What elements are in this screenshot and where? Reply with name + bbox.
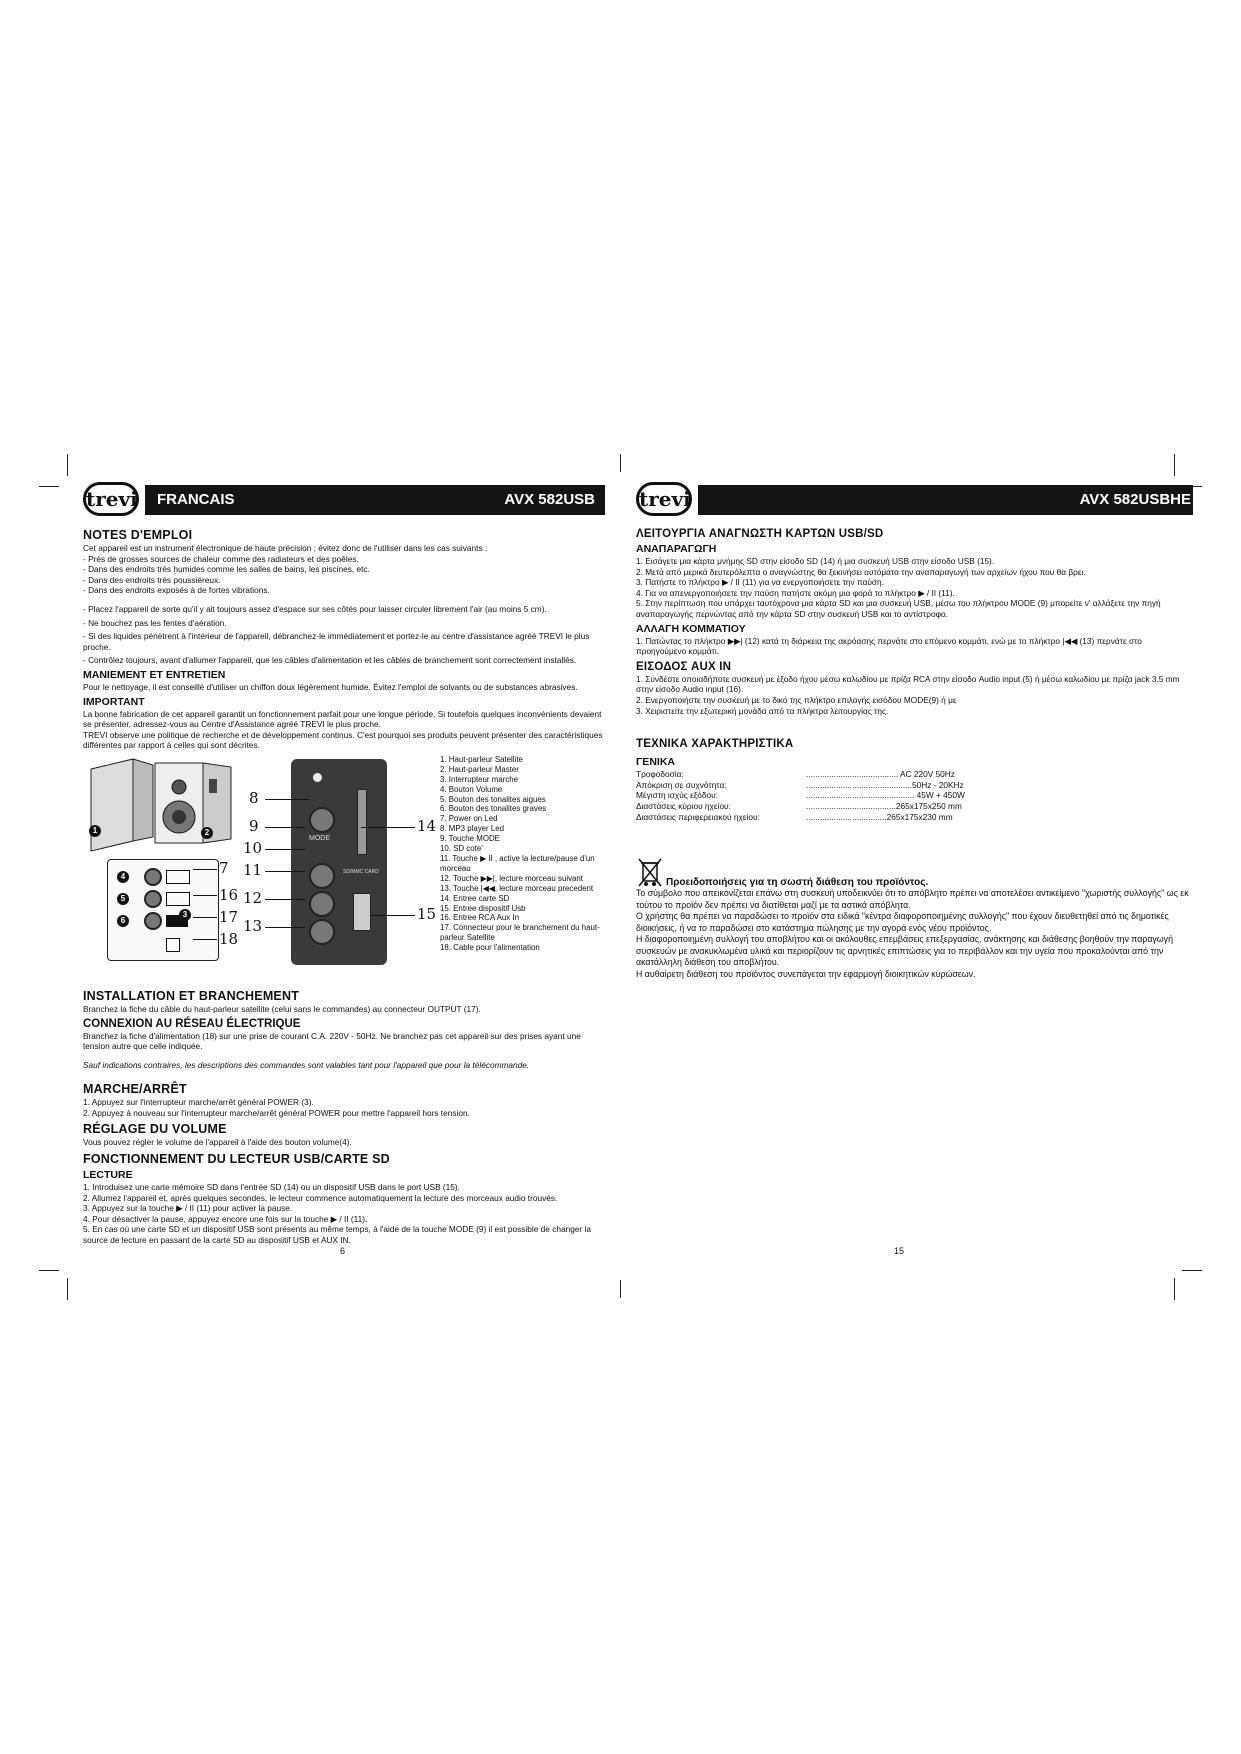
next-button: [309, 891, 335, 917]
list-item: 1. Appuyez sur l'interrupteur marche/arrêt général POWER (3).: [83, 1097, 314, 1108]
specs-table: [636, 769, 1193, 822]
page-header: [636, 482, 1193, 524]
connexion-title: CONNEXION AU RÉSEAU ÉLECTRIQUE: [83, 1017, 301, 1030]
list-item: 16. Entree RCA Aux In: [440, 913, 519, 923]
list-item: 8. MP3 player Led: [440, 824, 505, 834]
trevi-logo: trevi: [636, 482, 692, 516]
list-item: 4. Pour désactiver la pause, appuyez encore une fois sur la touche ▶ / II (11).: [83, 1213, 368, 1224]
page-number-left: 6: [340, 1246, 346, 1256]
list-item: - Contrôlez toujours, avant d'allumer l'appareil, que les câbles d'alimentation et les câbles de branchement sont correctement installés.: [83, 655, 577, 666]
install-title: INSTALLATION ET BRANCHEMENT: [83, 988, 300, 1003]
list-item: 2. Allumez l'appareil et, après quelques secondes, le lecteur commence automatiquement la lecture des morceaux audio trouvés.: [83, 1192, 558, 1203]
callout-6: 6: [117, 915, 129, 927]
callout-5: 5: [117, 893, 129, 905]
sd-title: ΛΕΙΤΟΥΡΓΙΑ ΑΝΑΓΝΩΣΤΗ ΚΑΡΤΩΝ USB/SD: [636, 528, 884, 540]
disposal-para: Η αυθαίρετη διάθεση του προϊόντος συνεπάγεται την εφαρμογή διοικητικών κυρώσεων.: [636, 968, 976, 979]
lecture-title: LECTURE: [83, 1169, 133, 1182]
list-item: 18. Cable pour l'alimentation: [440, 943, 540, 953]
rca-input: [166, 870, 190, 884]
crop-mark: [620, 454, 621, 472]
mode-label: MODE: [309, 834, 330, 842]
mode-button: [309, 807, 335, 833]
list-item: 15. Entree dispositif Usb: [440, 903, 526, 913]
list-item: 14. Entree carte SD: [440, 893, 510, 903]
spec-row: Μέγιστη ισχύς εξόδου: ............................................... 45W + 450W: [636, 790, 965, 801]
bass-knob: [144, 912, 162, 930]
page-greek: [636, 482, 1193, 980]
tech-title: ΤΕΧΝΙΚΑ ΧΑΡΑΚΤΗΡΙΣΤΙΚΑ: [636, 738, 794, 751]
aux-title: ΕΙΣΟΔΟΣ AUX IN: [636, 660, 732, 673]
list-item: 5. En cas où une carte SD et un dispositif USB sont présents au même temps, à l'aide de la touche MODE (9) il est possible de changer la source de lecture en passant de la carte SD au dispositif USB et AUX IN.: [83, 1224, 591, 1246]
list-item: 3. Appuyez sur la touche ▶ / II (11) pour activer la pause.: [83, 1203, 293, 1214]
crop-mark: [67, 1278, 68, 1300]
list-item: - Dans des endroits très poussiéreux.: [83, 574, 221, 585]
notes-list-2: [83, 604, 605, 666]
crop-mark: [39, 1270, 59, 1271]
crop-mark: [67, 454, 68, 476]
reglage-text: Vous pouvez régler le volume de l'appareil à l'aide des bouton volume(4).: [83, 1137, 352, 1148]
list-item: 4. Για να απενεργοποιήσετε την παύση πατήστε ακόμη μια φορά το πλήκτρο ▶ / II (11).: [636, 587, 955, 598]
volume-knob: [144, 868, 162, 886]
install-text: Branchez la fiche du câble du haut-parleur satellite (celui sans le commandes) au connecteur OUTPUT (17).: [83, 1003, 481, 1014]
list-item: 10. SD cote': [440, 844, 483, 854]
list-item: 3. Χειριστείτε την εξωτερική μονάδα από τα πλήκτρα λειτουργίας της.: [636, 705, 889, 716]
label-10: 10: [243, 838, 263, 857]
output-connector: [166, 892, 190, 906]
notes-title: NOTES D'EMPLOI: [83, 528, 193, 542]
list-item: - Près de grosses sources de chaleur comme des radiateurs et des poêles.: [83, 553, 359, 564]
crop-mark: [1182, 1270, 1202, 1271]
list-item: 2. Ενεργοποιήστε την συσκευή με το δικό της πλήκτρο επιλογής εισόδου MODE(9) ή με: [636, 694, 957, 705]
list-item: 12. Touche ▶▶|, lecture morceau suivant: [440, 873, 583, 883]
label-15: 15: [417, 904, 437, 923]
spec-row: Διαστάσεις κύριου ηχείου: .......................................265x175x250 mm: [636, 800, 962, 811]
treble-knob: [144, 890, 162, 908]
crossed-bin-icon: [636, 856, 664, 888]
notes-list: [83, 554, 605, 596]
play-pause-button: [309, 863, 335, 889]
list-item: 1. Συνδέστε οποιαδήποτε συσκευή με έξοδο ήχου μέσω καλωδίου με πρίζα RCA στην είσοδο Audio input (5) ή μέσω καλωδίου με πρίζα jack 3.5 mm στην είσοδο Audio input (16).: [636, 673, 1180, 695]
general-title: ΓΕΝΙΚΑ: [636, 756, 675, 769]
page-header: [83, 482, 605, 524]
power-cable: [166, 938, 180, 952]
reglage-title: RÉGLAGE DU VOLUME: [83, 1122, 227, 1137]
callout-2: 2: [201, 827, 213, 839]
list-item: 1. Haut-parleur Satellite: [440, 754, 523, 764]
label-16: 16: [219, 885, 239, 904]
list-item: - Ne bouchez pas les fentes d'aération.: [83, 617, 227, 628]
label-18: 18: [219, 929, 239, 948]
prev-button: [309, 919, 335, 945]
list-item: 2. Appuyez à nouveau sur l'interrupteur marche/arrêt général POWER pour mettre l'appareil hors tension.: [83, 1107, 470, 1118]
aux-list: [636, 674, 1193, 716]
maniement-text: Pour le nettoyage, il est conseillé d'utiliser un chiffon doux légèrement humide. Évitez l'emploi de solvants ou de substances abrasives.: [83, 681, 578, 692]
disposal-title: Προειδοποιήσεις για τη σωστή διάθεση του προϊόντος.: [666, 877, 929, 889]
notes-intro: Cet appareil est un instrument électronique de haute précision ; évitez donc de l'utiliser dans les cas suivants :: [83, 543, 488, 553]
header-bar: [698, 485, 1193, 515]
connexion-text: Branchez la fiche d'alimentation (18) sur une prise de courant C.A. 220V - 50Hz. Ne branchez pas cet appareil sur des prises ayant une tension autre que celle indiquée.: [83, 1030, 581, 1052]
speakers-illustration: [83, 755, 243, 855]
list-item: - Dans des endroits très humides comme les salles de bains, les piscines, etc.: [83, 564, 370, 575]
disposal-para: Η διαφοροποιημένη συλλογή του αποβλήτου και οι ακόλουθες επεμβάσεις επεξεργασίας, ανάκτησης και διάθεσης βοηθούν την παραγωγή συσκευών με ανακυκλωμένα υλικά και περιορίζουν τις αρνητικές επιπτώσεις για το περιβάλλον και την υγεία που προκαλούνται από την ακατάλληλη διάθεση του αποβλήτου.: [636, 934, 1173, 968]
important-title: IMPORTANT: [83, 695, 145, 708]
product-diagram: [83, 755, 605, 985]
crop-mark: [1174, 454, 1175, 476]
marche-list: [83, 1097, 605, 1118]
label-17: 17: [219, 907, 239, 926]
list-item: 4. Bouton Volume: [440, 784, 503, 794]
list-item: - Dans des endroits exposés à de fortes vibrations.: [83, 585, 270, 596]
model-label: AVX 582USBHE: [1079, 491, 1191, 508]
label-13: 13: [243, 916, 263, 935]
list-item: 13. Touche |◀◀, lecture morceau precedent: [440, 883, 594, 893]
control-panel: [291, 759, 387, 965]
label-9: 9: [249, 816, 259, 835]
important-text: La bonne fabrication de cet appareil garantit un fonctionnement parfait pour une longue période. Si toutefois quelques inconvénients devaient se présenter, adressez-vous au Centre d'Assistance agréé TREVI le plus proche.: [83, 708, 602, 730]
label-12: 12: [243, 888, 263, 907]
spec-row: Τροφοδοσία: ........................................ AC 220V 50Hz: [636, 769, 955, 780]
spec-row: Απόκριση σε συχνότητα: ..............................................50Hz - 20KHz: [636, 779, 964, 790]
list-item: 17. Connecteur pour le branchement du haut-parleur Satellite: [440, 923, 600, 943]
list-item: 1. Introduisez une carte mémoire SD dans l'entrée SD (14) ou un dispositif USB dans le port USB (15).: [83, 1182, 460, 1193]
list-item: 6. Bouton des tonalites graves: [440, 804, 547, 814]
usb-port: [353, 893, 371, 931]
label-14: 14: [417, 816, 437, 835]
label-11: 11: [243, 860, 263, 879]
language-label: FRANCAIS: [157, 491, 235, 508]
sd-card-label: SD/MMC CARD: [343, 868, 379, 875]
marche-title: MARCHE/ARRÊT: [83, 1082, 187, 1097]
label-7: 7: [219, 858, 229, 877]
callout-1: 1: [89, 825, 101, 837]
page-french: [83, 482, 605, 1246]
list-item: 5. Bouton des tonalites aigues: [440, 794, 546, 804]
header-bar: [145, 485, 605, 515]
crop-mark: [39, 486, 59, 487]
disposal-para: Ο χρήστης θα πρέπει να παραδώσει το προϊόν στα ειδικά "κέντρα διαφοροποιημένης συλλογής" που έχουν διευθετηθεί από τις δημοτικές διοικήσεις, ή να το παραδώσει στο κατάστημα πώλησης με την αγορά ενός νέου προϊόντος.: [636, 911, 1169, 933]
lecture-list: [83, 1182, 605, 1246]
list-item: 3. Πατήστε το πλήκτρο ▶ / II (11) για να ενεργοποιήσετε την παύση.: [636, 577, 884, 588]
disposal-heading: [636, 856, 1193, 888]
list-item: 5. Στην περίπτωση που υπάρχει ταυτόχρονα μια κάρτα SD και μια συσκευή USB, μέσω του πλήκτρου MODE (9) μπορείτε ν' αλλάξετε την πηγή αναπαραγωγής περνώντας από την κάρτα SD στην συσκευή USB και το αντίστροφο.: [636, 598, 1161, 619]
list-item: 1. Πατώντας το πλήκτρο ▶▶| (12) κατά τη διάρκεια της ακρόασης περνάτε στο επόμενο κομμάτι, ενώ με το πλήκτρο |◀◀ (13) περνάτε στο προηγούμενο κομμάτι.: [636, 635, 1142, 657]
sauf-text: Sauf indications contraires, les descriptions des commandes sont valables tant pour l'appareil que pour la télécommande.: [83, 1059, 530, 1070]
play-list: [636, 556, 1193, 620]
list-item: 3. Interrupteur marche: [440, 774, 519, 784]
list-item: 2. Haut-parleur Master: [440, 764, 519, 774]
list-item: - Si des liquides pénètrent à l'intérieur de l'appareil, débranchez-le immédiatement et portez-le au centre d'assistance agréé TREVI le plus proche.: [83, 631, 590, 652]
fonct-title: FONCTIONNEMENT DU LECTEUR USB/CARTE SD: [83, 1152, 390, 1167]
play-title: ΑΝΑΠΑΡΑΓΩΓΗ: [636, 543, 717, 555]
crop-mark: [1174, 1278, 1175, 1300]
mp3-led: [313, 773, 322, 782]
crop-mark: [620, 1280, 621, 1298]
important-text-2: TREVI observe une politique de recherche et de développement continus. C'est pourquoi ses produits peuvent présenter des caractéristiques différentes par rapport à celles qui sont décrites.: [83, 729, 603, 751]
disposal-para: Το σύμβολο που απεικονίζεται επάνω στη συσκευή υποδεικνύει ότι το απόβλητο πρέπει να αποτελέσει αντικείμενο "χωριστής συλλογής" ως εκ τούτου το προϊόν δεν πρέπει να διατίθεται μαζί με τα αστικά απόβλητα.: [636, 888, 1189, 910]
list-item: 7. Power on Led: [440, 814, 498, 824]
maniement-title: MANIEMENT ET ENTRETIEN: [83, 668, 226, 681]
list-item: 1. Εισάγετε μια κάρτα μνήμης SD στην είσοδο SD (14) ή μια συσκευή USB στην είσοδο USB (15).: [636, 556, 995, 566]
list-item: 11. Touche ▶ II , active la lecture/pause d'un morceau: [440, 853, 595, 873]
model-label: AVX 582USB: [504, 491, 595, 508]
label-8: 8: [249, 788, 259, 807]
callout-4: 4: [117, 871, 129, 883]
list-item: - Placez l'appareil de sorte qu'il y ait toujours assez d'espace sur ses côtés pour laisser circuler librement l'air (au moins 5 cm).: [83, 603, 547, 614]
spec-row: Διαστάσεις περιφερειακού ηχείου: ...................................265x175x230 mm: [636, 811, 953, 822]
callout-3: 3: [179, 909, 191, 921]
list-item: 9. Touche MODE: [440, 834, 500, 844]
track-title: ΑΛΛΑΓΗ ΚΟΜΜΑΤΙΟΥ: [636, 622, 746, 635]
trevi-logo: trevi: [83, 482, 139, 516]
page-number-right: 15: [894, 1246, 905, 1256]
sd-slot: [357, 789, 367, 855]
parts-legend: [440, 755, 610, 953]
track-list: [636, 636, 1193, 657]
list-item: 2. Μετά από μερικά δευτερόλεπτα ο αναγνώστης θα ξεκινήσει αυτόματα την αναπαραγωγή των αρχείων ήχου που θα βρει.: [636, 566, 1086, 577]
